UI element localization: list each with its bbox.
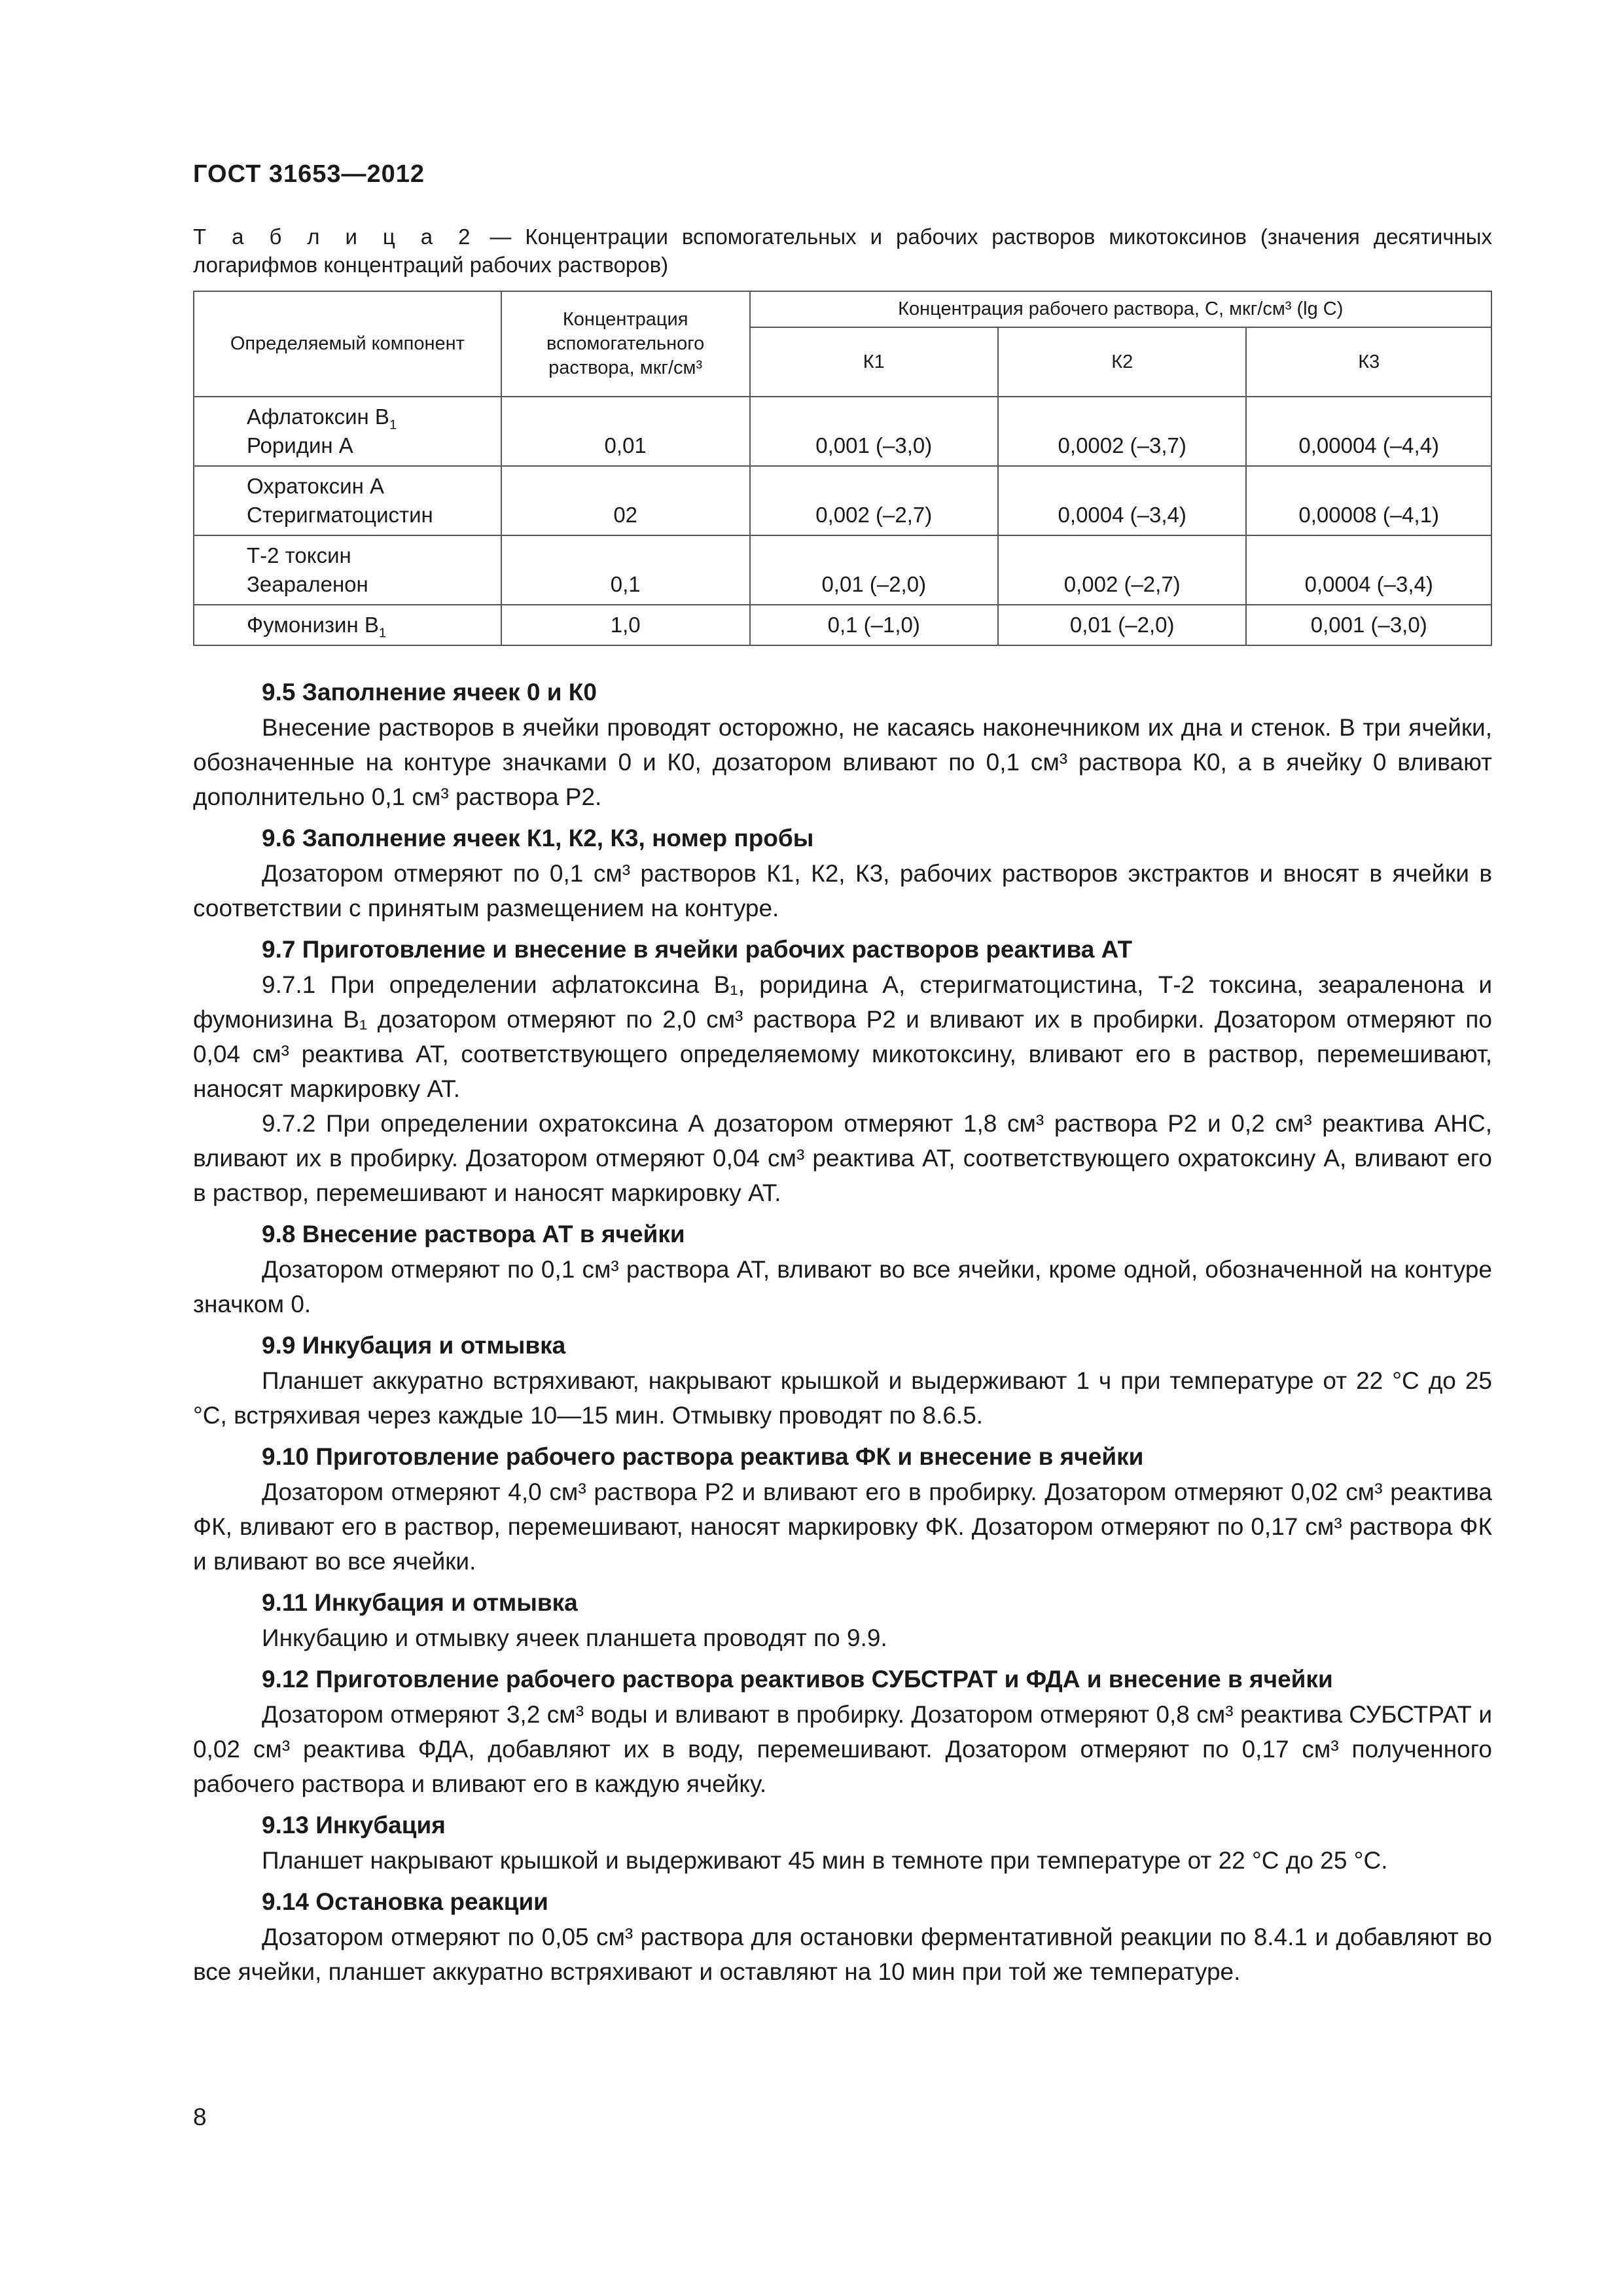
section <box>193 1808 1492 1878</box>
table-row <box>194 535 1491 605</box>
section <box>193 1328 1492 1433</box>
table-caption-text: — Концентрации вспомогательных и рабочих растворов микотоксинов (значения десятичных логарифмов концентраций рабочих растворов) <box>193 224 1492 277</box>
section-paragraph: 9.7.1 При определении афлатоксина В₁, роридина А, стеригматоцистина, Т-2 токсина, зеараленона и фумонизина В₁ дозатором отмеряют по 2,0 см³ раствора Р2 и вливают их в пробирки. Дозатором отмеряют по 0,04 см³ реактива АТ, соответствующего определяемому микотоксину, вливают его в раствор, перемешивают, наносят маркировку АТ. <box>193 971 1492 1102</box>
section <box>193 1439 1492 1579</box>
section <box>193 1662 1492 1801</box>
section-title: 9.5 Заполнение ячеек 0 и К0 <box>262 679 597 706</box>
header-work-concentration: Концентрация рабочего раствора, С, мкг/см³ (lg C) <box>750 291 1491 327</box>
cell-k2: 0,01 (–2,0) <box>998 605 1246 645</box>
cell-k2: 0,0002 (–3,7) <box>998 397 1246 466</box>
section-title: 9.9 Инкубация и отмывка <box>262 1332 566 1359</box>
section <box>193 1217 1492 1321</box>
section <box>193 1884 1492 1989</box>
section-paragraph: Дозатором отмеряют по 0,1 см³ раствора АТ, вливают во все ячейки, кроме одной, обозначенной на контуре значком 0. <box>193 1256 1492 1318</box>
table-caption-prefix: Т а б л и ц а 2 <box>193 224 476 249</box>
section-paragraph: Дозатором отмеряют по 0,05 см³ раствора для остановки ферментативной реакции по 8.4.1 и добавляют во все ячейки, планшет аккуратно встряхивают и оставляют на 10 мин при той же температуре. <box>193 1924 1492 1985</box>
section-title: 9.12 Приготовление рабочего раствора реактивов СУБСТРАТ и ФДА и внесение в ячейки <box>262 1666 1333 1693</box>
section-title: 9.6 Заполнение ячеек К1, К2, К3, номер пробы <box>262 825 814 852</box>
section-title: 9.11 Инкубация и отмывка <box>262 1589 578 1616</box>
section-paragraph: 9.7.2 При определении охратоксина А дозатором отмеряют 1,8 см³ раствора Р2 и 0,2 см³ реактива АНС, вливают их в пробирку. Дозатором отмеряют 0,04 см³ реактива АТ, соответствующего охратоксину А, вливают его в раствор, перемешивают и наносят маркировку АТ. <box>193 1110 1492 1206</box>
section-paragraph: Инкубацию и отмывку ячеек планшета проводят по 9.9. <box>262 1624 887 1651</box>
cell-component: Афлатоксин $B_1$ Роридин А <box>194 397 501 466</box>
cell-k2: 0,0004 (–3,4) <box>998 466 1246 535</box>
section-paragraph: Планшет накрывают крышкой и выдерживают 45 мин в темноте при температуре от 22 °С до 25 °С. <box>262 1847 1388 1874</box>
cell-k1: 0,001 (–3,0) <box>750 397 998 466</box>
cell-aux: 1,0 <box>501 605 750 645</box>
cell-k2: 0,002 (–2,7) <box>998 535 1246 605</box>
section-title: 9.10 Приготовление рабочего раствора реактива ФК и внесение в ячейки <box>262 1443 1144 1470</box>
cell-k3: 0,00004 (–4,4) <box>1246 397 1491 466</box>
cell-k3: 0,0004 (–3,4) <box>1246 535 1491 605</box>
cell-aux: 02 <box>501 466 750 535</box>
cell-component: Фумонизин $B_1$ <box>194 605 501 645</box>
section-paragraph: Дозатором отмеряют 3,2 см³ воды и вливают в пробирку. Дозатором отмеряют 0,8 см³ реактива СУБСТРАТ и 0,02 см³ реактива ФДА, добавляют их в воду, перемешивают. Дозатором отмеряют по 0,17 см³ полученного рабочего раствора и вливают его в каждую ячейку. <box>193 1701 1492 1797</box>
table-row <box>194 466 1491 535</box>
cell-aux: 0,01 <box>501 397 750 466</box>
cell-k3: 0,001 (–3,0) <box>1246 605 1491 645</box>
section <box>193 675 1492 814</box>
document-header: ГОСТ 31653—2012 <box>193 160 425 188</box>
table-caption <box>193 223 1492 279</box>
page-number: 8 <box>193 2104 207 2130</box>
section-title: 9.14 Остановка реакции <box>262 1888 548 1915</box>
section <box>193 1585 1492 1655</box>
cell-k1: 0,1 (–1,0) <box>750 605 998 645</box>
section-paragraph: Дозатором отмеряют по 0,1 см³ растворов К1, К2, К3, рабочих растворов экстрактов и вносят в ячейки в соответствии с принятым размещением на контуре. <box>193 860 1492 922</box>
cell-component: Охратоксин А Стеригматоцистин <box>194 466 501 535</box>
header-aux-concentration: Концентрация вспомогательного раствора, мкг/см³ <box>501 291 750 397</box>
section-title: 9.13 Инкубация <box>262 1812 446 1839</box>
document-page <box>193 160 1492 1989</box>
section-paragraph: Дозатором отмеряют 4,0 см³ раствора Р2 и вливают его в пробирку. Дозатором отмеряют 0,02 см³ реактива ФК, вливают его в раствор, перемешивают, наносят маркировку ФК. Дозатором отмеряют по 0,17 см³ раствора ФК и вливают во все ячейки. <box>193 1479 1492 1575</box>
cell-k3: 0,00008 (–4,1) <box>1246 466 1491 535</box>
section <box>193 932 1492 1210</box>
concentration-table <box>193 291 1492 646</box>
section-title: 9.8 Внесение раствора АТ в ячейки <box>262 1221 685 1247</box>
header-k1: К1 <box>750 327 998 397</box>
header-k3: К3 <box>1246 327 1491 397</box>
section-paragraph: Планшет аккуратно встряхивают, накрывают крышкой и выдерживают 1 ч при температуре от 22 °С до 25 °С, встряхивая через каждые 10—15 мин. Отмывку проводят по 8.6.5. <box>193 1367 1492 1429</box>
header-k2: К2 <box>998 327 1246 397</box>
section-paragraph: Внесение растворов в ячейки проводят осторожно, не касаясь наконечником их дна и стенок. В три ячейки, обозначенные на контуре значками 0 и К0, дозатором вливают по 0,1 см³ раствора К0, а в ячейку 0 вливают дополнительно 0,1 см³ раствора Р2. <box>193 714 1492 810</box>
table-row <box>194 397 1491 466</box>
section <box>193 821 1492 925</box>
cell-aux: 0,1 <box>501 535 750 605</box>
section-title: 9.7 Приготовление и внесение в ячейки рабочих растворов реактива АТ <box>262 936 1133 963</box>
header-component: Определяемый компонент <box>194 291 501 397</box>
sections-container <box>193 675 1492 1989</box>
table-row <box>194 605 1491 645</box>
cell-k1: 0,002 (–2,7) <box>750 466 998 535</box>
cell-component: Т-2 токсин Зеараленон <box>194 535 501 605</box>
cell-k1: 0,01 (–2,0) <box>750 535 998 605</box>
